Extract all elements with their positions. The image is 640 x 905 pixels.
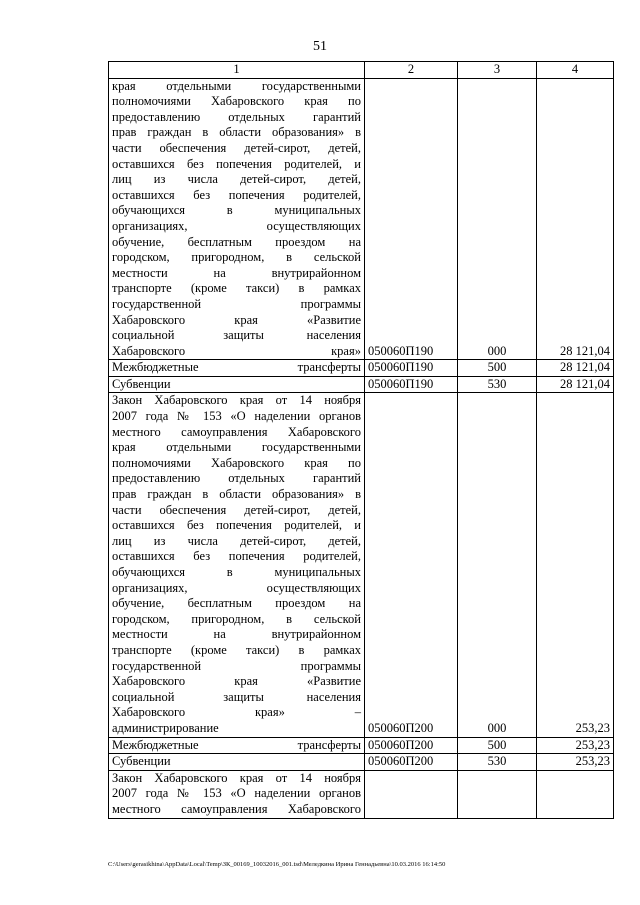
description-line: края отдельными государственными	[112, 78, 361, 93]
description-line: Субвенции	[112, 754, 171, 769]
row-expense-type: 500	[458, 360, 537, 377]
description-line: Хабаровского края «Развитие	[112, 312, 361, 327]
row-description	[109, 754, 365, 771]
row-sum	[537, 770, 614, 818]
budget-table	[108, 61, 614, 819]
row-code: 050060П200	[365, 754, 458, 771]
description-line: транспорте (кроме такси) в рамках	[112, 281, 361, 296]
table-header-row	[109, 62, 614, 79]
description-line: полномочиями Хабаровского края по	[112, 94, 361, 109]
row-expense-type: 530	[458, 754, 537, 771]
row-sum: 28 121,04	[537, 78, 614, 360]
row-description	[109, 737, 365, 754]
table-row	[109, 754, 614, 771]
header-col-2: 2	[365, 62, 458, 79]
description-line: социальной защиты населения	[112, 328, 361, 343]
description-line: местности на внутрирайонном	[112, 627, 361, 642]
description-line: организациях, осуществляющих	[112, 580, 361, 595]
row-sum: 253,23	[537, 737, 614, 754]
file-path-footer: C:\Users\gerasikhina\AppData\Local\Temp\ЗК_00169_10032016_001.tsd\Меледкина Ирина Геннадьевна\10.03.2016 16:14:50	[108, 861, 446, 868]
description-line: предоставлению отдельных гарантий	[112, 109, 361, 124]
table-row	[109, 737, 614, 754]
row-description	[109, 78, 365, 360]
description-line: края отдельными государственными	[112, 440, 361, 455]
row-code: 050060П190	[365, 360, 458, 377]
table-row	[109, 770, 614, 818]
description-line: городском, пригородном, в сельской	[112, 250, 361, 265]
description-line: обучение, бесплатным проездом на	[112, 234, 361, 249]
description-line: местного самоуправления Хабаровского	[112, 424, 361, 439]
description-line: лиц из числа детей-сирот, детей,	[112, 172, 361, 187]
description-line: предоставлению отдельных гарантий	[112, 471, 361, 486]
row-code: 050060П190	[365, 78, 458, 360]
description-line: Субвенции	[112, 376, 171, 391]
row-code: 050060П190	[365, 376, 458, 393]
row-description	[109, 376, 365, 393]
description-line: государственной программы	[112, 658, 361, 673]
description-line: Закон Хабаровского края от 14 ноября	[112, 770, 361, 785]
row-code	[365, 770, 458, 818]
description-line: обучающихся в муниципальных	[112, 203, 361, 218]
row-sum: 28 121,04	[537, 360, 614, 377]
row-description	[109, 770, 365, 818]
table-row	[109, 376, 614, 393]
description-line: Межбюджетные трансферты	[112, 737, 361, 752]
description-line: местного самоуправления Хабаровского	[112, 801, 361, 816]
description-line: Хабаровского края»	[112, 343, 361, 358]
row-code: 050060П200	[365, 393, 458, 737]
row-expense-type: 530	[458, 376, 537, 393]
row-expense-type: 000	[458, 78, 537, 360]
description-line: администрирование	[112, 720, 219, 735]
table-row	[109, 360, 614, 377]
row-sum: 253,23	[537, 393, 614, 737]
description-line: Хабаровского края «Развитие	[112, 674, 361, 689]
description-line: оставшихся без попечения родителей, и	[112, 518, 361, 533]
row-expense-type: 500	[458, 737, 537, 754]
header-col-4: 4	[537, 62, 614, 79]
description-line: части обеспечения детей-сирот, детей,	[112, 502, 361, 517]
description-line: социальной защиты населения	[112, 689, 361, 704]
description-line: Межбюджетные трансферты	[112, 360, 361, 375]
description-line: городском, пригородном, в сельской	[112, 611, 361, 626]
row-expense-type: 000	[458, 393, 537, 737]
description-line: обучение, бесплатным проездом на	[112, 596, 361, 611]
row-description	[109, 393, 365, 737]
description-line: местности на внутрирайонном	[112, 265, 361, 280]
table-row	[109, 393, 614, 737]
row-sum: 28 121,04	[537, 376, 614, 393]
description-line: государственной программы	[112, 296, 361, 311]
description-line: 2007 года № 153 «О наделении органов	[112, 786, 361, 801]
description-line: Закон Хабаровского края от 14 ноября	[112, 393, 361, 408]
description-line: 2007 года № 153 «О наделении органов	[112, 409, 361, 424]
header-col-3: 3	[458, 62, 537, 79]
description-line: лиц из числа детей-сирот, детей,	[112, 533, 361, 548]
description-line: оставшихся без попечения родителей, и	[112, 156, 361, 171]
row-description	[109, 360, 365, 377]
description-line: оставшихся без попечения родителей,	[112, 187, 361, 202]
page-number: 51	[313, 39, 327, 54]
description-line: полномочиями Хабаровского края по	[112, 455, 361, 470]
description-line: прав граждан в области образования» в	[112, 125, 361, 140]
description-line: транспорте (кроме такси) в рамках	[112, 642, 361, 657]
description-line: организациях, осуществляющих	[112, 218, 361, 233]
description-line: прав граждан в области образования» в	[112, 487, 361, 502]
row-sum: 253,23	[537, 754, 614, 771]
header-col-1: 1	[109, 62, 365, 79]
description-line: части обеспечения детей-сирот, детей,	[112, 140, 361, 155]
row-code: 050060П200	[365, 737, 458, 754]
description-line: Хабаровского края» –	[112, 705, 361, 720]
description-line: оставшихся без попечения родителей,	[112, 549, 361, 564]
table-row	[109, 78, 614, 360]
description-line: обучающихся в муниципальных	[112, 565, 361, 579]
row-expense-type	[458, 770, 537, 818]
